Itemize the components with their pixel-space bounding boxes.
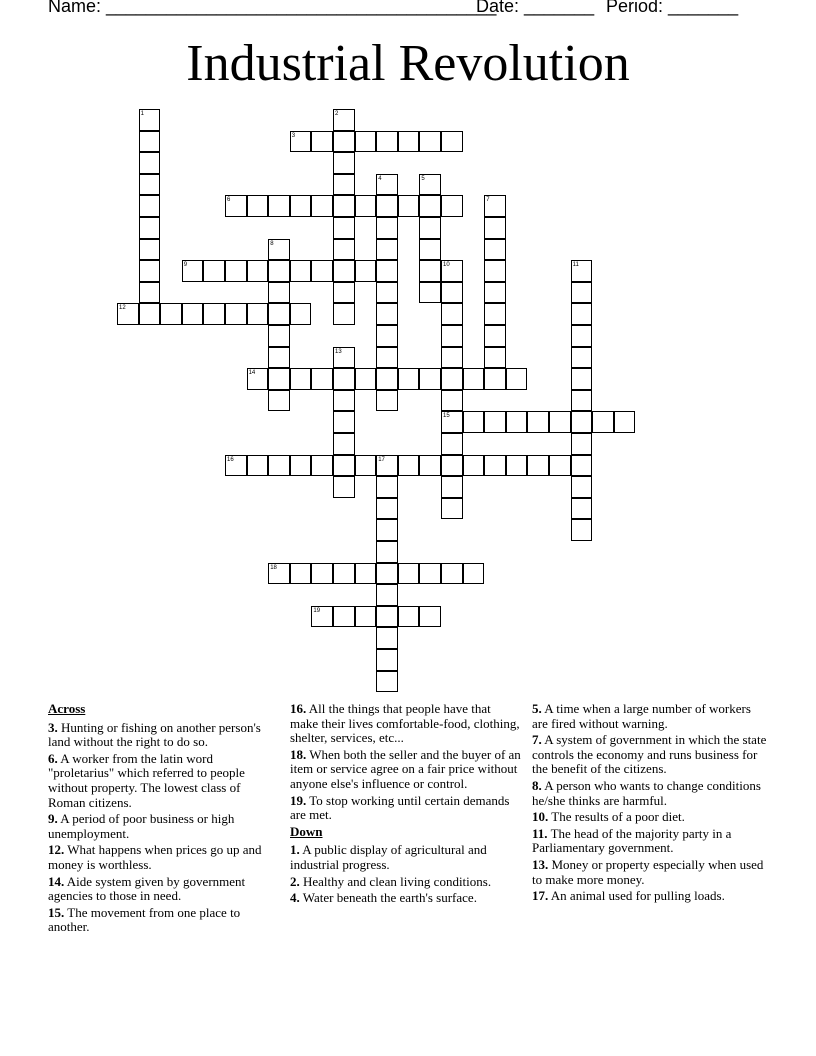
grid-cell[interactable] xyxy=(160,303,182,325)
grid-cell[interactable] xyxy=(268,195,290,217)
grid-cell[interactable] xyxy=(376,541,398,563)
grid-cell[interactable] xyxy=(311,455,333,477)
grid-cell[interactable] xyxy=(333,476,355,498)
grid-cell[interactable] xyxy=(571,325,593,347)
grid-cell[interactable] xyxy=(376,260,398,282)
grid-cell[interactable] xyxy=(441,195,463,217)
grid-cell[interactable] xyxy=(527,455,549,477)
grid-cell[interactable] xyxy=(376,347,398,369)
clue-number-1: 1 xyxy=(140,111,144,117)
grid-cell[interactable] xyxy=(506,368,528,390)
grid-cell[interactable] xyxy=(484,260,506,282)
clue-across-16: 16. All the things that people have that make their lives comfortable-food, clothing, shelter, services, etc... xyxy=(290,701,520,746)
grid-cell[interactable] xyxy=(571,498,593,520)
grid-cell[interactable] xyxy=(139,260,161,282)
grid-cell[interactable] xyxy=(441,303,463,325)
grid-cell[interactable] xyxy=(247,260,269,282)
clue-number-16: 16 xyxy=(227,456,234,463)
grid-cell[interactable] xyxy=(484,347,506,369)
clue-down-2: 2. Healthy and clean living conditions. xyxy=(290,873,492,889)
clue-number-15: 15 xyxy=(443,413,450,420)
grid-cell[interactable] xyxy=(441,498,463,520)
clue-down-7: 7. A system of government in which the state controls the economy and runs business for the benefit of the citizens. xyxy=(532,732,767,777)
clue-across-3: 3. Hunting or fishing on another person's land without the right to do so. xyxy=(48,719,261,750)
clue-across-18: 18. When both the seller and the buyer of an item or service agree on a fair price without anyone else's influence or control. xyxy=(290,746,521,791)
grid-cell[interactable] xyxy=(571,368,593,390)
grid-cell[interactable] xyxy=(592,411,614,433)
clue-across-6: 6. A worker from the latin word "proletarius" which referred to people without property. The lowest class of Roman citizens. xyxy=(48,750,245,810)
grid-cell[interactable] xyxy=(311,368,333,390)
grid-cell[interactable] xyxy=(376,195,398,217)
grid-cell[interactable] xyxy=(419,217,441,239)
grid-cell[interactable] xyxy=(225,303,247,325)
grid-cell[interactable] xyxy=(441,390,463,412)
grid-cell[interactable] xyxy=(139,195,161,217)
grid-cell[interactable] xyxy=(398,131,420,153)
grid-cell[interactable] xyxy=(463,455,485,477)
grid-cell[interactable] xyxy=(398,455,420,477)
grid-cell[interactable] xyxy=(419,260,441,282)
clues-column-1 xyxy=(48,702,280,937)
grid-cell[interactable] xyxy=(247,303,269,325)
grid-cell[interactable] xyxy=(268,390,290,412)
clue-down-10: 10. The results of a poor diet. xyxy=(532,809,685,825)
grid-cell[interactable] xyxy=(355,455,377,477)
grid-cell[interactable] xyxy=(333,131,355,153)
grid-cell[interactable] xyxy=(290,260,312,282)
grid-cell[interactable] xyxy=(247,195,269,217)
grid-cell[interactable] xyxy=(333,390,355,412)
grid-cell[interactable] xyxy=(571,411,593,433)
grid-cell[interactable] xyxy=(419,368,441,390)
grid-cell[interactable] xyxy=(398,606,420,628)
grid-cell[interactable] xyxy=(376,368,398,390)
clue-number-8: 8 xyxy=(270,240,274,247)
grid-cell[interactable] xyxy=(484,303,506,325)
grid-cell[interactable] xyxy=(333,195,355,217)
clue-across-19: 19. To stop working until certain demands are met. xyxy=(290,792,510,823)
grid-cell[interactable] xyxy=(355,131,377,153)
grid-cell[interactable] xyxy=(441,563,463,585)
grid-cell[interactable] xyxy=(139,239,161,261)
grid-cell[interactable] xyxy=(333,217,355,239)
clue-number-18: 18 xyxy=(270,564,277,571)
grid-cell[interactable] xyxy=(333,563,355,585)
grid-cell[interactable] xyxy=(268,282,290,304)
grid-cell[interactable] xyxy=(268,368,290,390)
grid-cell[interactable] xyxy=(268,455,290,477)
grid-cell[interactable] xyxy=(506,455,528,477)
grid-cell[interactable] xyxy=(419,455,441,477)
grid-cell[interactable] xyxy=(484,411,506,433)
grid-cell[interactable] xyxy=(333,455,355,477)
grid-cell[interactable] xyxy=(463,368,485,390)
grid-cell[interactable] xyxy=(311,260,333,282)
clues-column-2 xyxy=(290,702,522,908)
clue-number-10: 10 xyxy=(443,262,450,269)
grid-cell[interactable] xyxy=(419,131,441,153)
grid-cell[interactable] xyxy=(419,563,441,585)
grid-cell[interactable] xyxy=(571,476,593,498)
grid-cell[interactable] xyxy=(484,325,506,347)
grid-cell[interactable] xyxy=(311,131,333,153)
grid-cell[interactable] xyxy=(571,303,593,325)
grid-cell[interactable] xyxy=(139,174,161,196)
clue-down-4: 4. Water beneath the earth's surface. xyxy=(290,890,477,906)
grid-cell[interactable] xyxy=(376,476,398,498)
grid-cell[interactable] xyxy=(247,455,269,477)
grid-cell[interactable] xyxy=(268,303,290,325)
clue-across-9: 9. A period of poor business or high unemployment. xyxy=(48,811,235,841)
grid-cell[interactable] xyxy=(614,411,636,433)
grid-cell[interactable] xyxy=(376,282,398,304)
grid-cell[interactable] xyxy=(484,239,506,261)
grid-cell[interactable] xyxy=(268,347,290,369)
grid-cell[interactable] xyxy=(419,195,441,217)
grid-cell[interactable] xyxy=(333,152,355,174)
grid-cell[interactable] xyxy=(571,519,593,541)
grid-cell[interactable] xyxy=(333,303,355,325)
grid-cell[interactable] xyxy=(376,239,398,261)
clue-number-3: 3 xyxy=(291,132,296,139)
grid-cell[interactable] xyxy=(376,671,398,693)
grid-cell[interactable] xyxy=(333,239,355,261)
grid-cell[interactable] xyxy=(549,411,571,433)
grid-cell[interactable] xyxy=(419,282,441,304)
grid-cell[interactable] xyxy=(484,217,506,239)
grid-cell[interactable] xyxy=(268,260,290,282)
grid-cell[interactable] xyxy=(376,131,398,153)
clue-down-17: 17. An animal used for pulling loads. xyxy=(532,888,725,904)
grid-cell[interactable] xyxy=(441,455,463,477)
grid-cell[interactable] xyxy=(376,584,398,606)
grid-cell[interactable] xyxy=(333,606,355,628)
grid-cell[interactable] xyxy=(376,498,398,520)
grid-cell[interactable] xyxy=(398,195,420,217)
grid-cell[interactable] xyxy=(333,411,355,433)
grid-cell[interactable] xyxy=(333,260,355,282)
grid-cell[interactable] xyxy=(333,368,355,390)
grid-cell[interactable] xyxy=(139,152,161,174)
grid-cell[interactable] xyxy=(441,325,463,347)
grid-cell[interactable] xyxy=(484,455,506,477)
date-field[interactable]: Date: _______ xyxy=(476,0,595,16)
grid-cell[interactable] xyxy=(484,282,506,304)
grid-cell[interactable] xyxy=(463,563,485,585)
grid-cell[interactable] xyxy=(355,260,377,282)
grid-cell[interactable] xyxy=(571,282,593,304)
grid-cell[interactable] xyxy=(290,368,312,390)
grid-cell[interactable] xyxy=(571,433,593,455)
clue-number-14: 14 xyxy=(248,370,256,377)
clue-number-13: 13 xyxy=(335,348,342,355)
clue-number-17: 17 xyxy=(378,456,385,463)
clue-down-1: 1. A public display of agricultural and industrial progress. xyxy=(290,842,487,872)
grid-cell[interactable] xyxy=(506,411,528,433)
grid-cell[interactable] xyxy=(333,282,355,304)
grid-cell[interactable] xyxy=(311,195,333,217)
grid-cell[interactable] xyxy=(268,325,290,347)
down-heading: Down xyxy=(290,823,323,839)
grid-cell[interactable] xyxy=(290,455,312,477)
page-title: Industrial Revolution xyxy=(186,35,630,92)
clue-number-5: 5 xyxy=(421,175,425,182)
grid-cell[interactable] xyxy=(441,347,463,369)
grid-cell[interactable] xyxy=(484,368,506,390)
grid-cell[interactable] xyxy=(333,433,355,455)
clue-down-11: 11. The head of the majority party in a Parliamentary government. xyxy=(532,825,732,856)
grid-cell[interactable] xyxy=(376,649,398,671)
grid-cell[interactable] xyxy=(419,239,441,261)
grid-cell[interactable] xyxy=(463,411,485,433)
grid-cell[interactable] xyxy=(571,455,593,477)
grid-cell[interactable] xyxy=(203,260,225,282)
grid-cell[interactable] xyxy=(139,217,161,239)
clue-down-13: 13. Money or property especially when used to make more money. xyxy=(532,856,764,887)
grid-cell[interactable] xyxy=(376,563,398,585)
clue-number-7: 7 xyxy=(486,197,490,204)
grid-cell[interactable] xyxy=(290,303,312,325)
grid-cell[interactable] xyxy=(571,347,593,369)
clue-number-6: 6 xyxy=(227,197,231,204)
grid-cell[interactable] xyxy=(311,563,333,585)
grid-cell[interactable] xyxy=(203,303,225,325)
clue-number-9: 9 xyxy=(183,262,188,269)
grid-cell[interactable] xyxy=(441,368,463,390)
grid-cell[interactable] xyxy=(419,606,441,628)
grid-cell[interactable] xyxy=(355,606,377,628)
grid-cell[interactable] xyxy=(376,519,398,541)
grid-cell[interactable] xyxy=(290,563,312,585)
grid-cell[interactable] xyxy=(571,390,593,412)
clue-down-5: 5. A time when a large number of workers are fired without warning. xyxy=(532,701,751,731)
grid-cell[interactable] xyxy=(182,303,204,325)
grid-cell[interactable] xyxy=(376,627,398,649)
grid-cell[interactable] xyxy=(441,282,463,304)
grid-cell[interactable] xyxy=(376,303,398,325)
name-field[interactable]: Name: _______________________________________ xyxy=(48,0,497,16)
grid-cell[interactable] xyxy=(398,563,420,585)
grid-cell[interactable] xyxy=(139,282,161,304)
grid-cell[interactable] xyxy=(398,368,420,390)
across-heading: Across xyxy=(48,701,86,716)
grid-cell[interactable] xyxy=(355,368,377,390)
grid-cell[interactable] xyxy=(376,390,398,412)
grid-cell[interactable] xyxy=(376,325,398,347)
grid-cell[interactable] xyxy=(376,217,398,239)
grid-cell[interactable] xyxy=(333,174,355,196)
clue-across-14: 14. Aide system given by government agencies to those in need. xyxy=(48,873,246,904)
clue-number-19: 19 xyxy=(313,607,321,614)
grid-cell[interactable] xyxy=(549,455,571,477)
grid-cell[interactable] xyxy=(225,260,247,282)
clue-number-11: 11 xyxy=(572,262,579,269)
grid-cell[interactable] xyxy=(355,563,377,585)
period-field[interactable]: Period: _______ xyxy=(606,0,739,16)
grid-cell[interactable] xyxy=(139,303,161,325)
clues-column-3 xyxy=(532,702,768,906)
clue-number-4: 4 xyxy=(378,175,382,182)
grid-cell[interactable] xyxy=(441,433,463,455)
grid-cell[interactable] xyxy=(139,131,161,153)
grid-cell[interactable] xyxy=(441,131,463,153)
grid-cell[interactable] xyxy=(441,476,463,498)
clue-number-12: 12 xyxy=(119,305,126,312)
clue-down-8: 8. A person who wants to change conditions he/she thinks are harmful. xyxy=(532,777,761,808)
grid-cell[interactable] xyxy=(290,195,312,217)
clue-number-2: 2 xyxy=(335,111,339,117)
grid-cell[interactable] xyxy=(376,606,398,628)
grid-cell[interactable] xyxy=(355,195,377,217)
clue-across-15: 15. The movement from one place to another. xyxy=(48,904,241,935)
grid-cell[interactable] xyxy=(527,411,549,433)
clue-across-12: 12. What happens when prices go up and money is worthless. xyxy=(48,842,262,872)
